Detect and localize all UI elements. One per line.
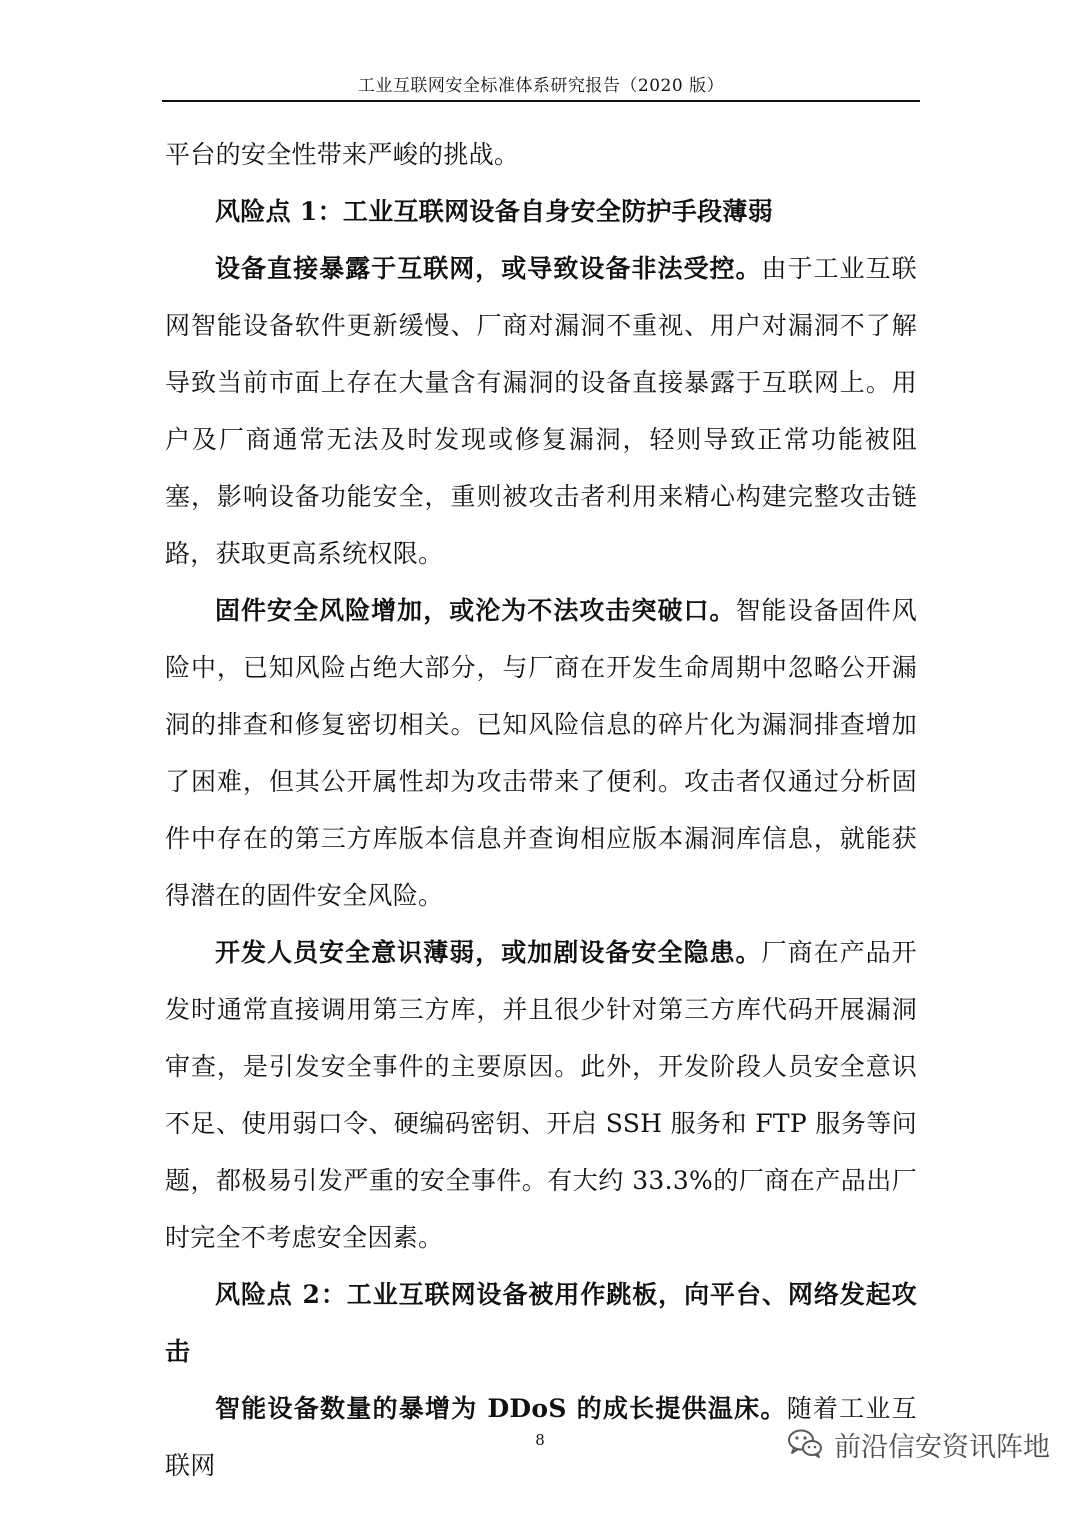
paragraph-lead: 智能设备数量的暴增为 DDoS 的成长提供温床。: [215, 1394, 787, 1423]
watermark: [788, 1424, 1050, 1464]
paragraph-lead: 设备直接暴露于互联网，或导致设备非法受控。: [215, 254, 762, 283]
paragraph-lead: 固件安全风险增加，或沦为不法攻击突破口。: [215, 596, 736, 625]
page-header: 工业互联网安全标准体系研究报告（2020 版）: [357, 76, 725, 96]
paragraph-text: 智能设备固件风险中，已知风险占绝大部分，与厂商在开发生命周期中忽略公开漏洞的排查和修复密切相关。已知风险信息的碎片化为漏洞排查增加了困难，但其公开属性却为攻击带来了便利。攻击者仅通过分析固件中存在的第三方库版本信息并查询相应版本漏洞库信息，就能获得潜在的固件安全风险。: [165, 596, 917, 910]
paragraph-developer-awareness: [165, 924, 917, 1266]
wechat-icon: [788, 1429, 822, 1459]
watermark-text: 前沿信安资讯阵地: [834, 1431, 1050, 1463]
paragraph-text: 由于工业互联网智能设备软件更新缓慢、厂商对漏洞不重视、用户对漏洞不了解导致当前市面上存在大量含有漏洞的设备直接暴露于互联网上。用户及厂商通常无法及时发现或修复漏洞，轻则导致正常功能被阻塞，影响设备功能安全，重则被攻击者利用来精心构建完整攻击链路，获取更高系统权限。: [165, 254, 917, 568]
paragraph-firmware-risk: [165, 582, 917, 924]
paragraph-lead: 开发人员安全意识薄弱，或加剧设备安全隐患。: [215, 938, 762, 967]
risk-point-1-heading: 风险点 1：工业互联网设备自身安全防护手段薄弱: [215, 197, 774, 226]
paragraph-device-exposure: [165, 240, 917, 582]
risk-point-2-heading: 风险点 2：工业互联网设备被用作跳板，向平台、网络发起攻击: [165, 1280, 917, 1366]
paragraph-text: 厂商在产品开发时通常直接调用第三方库，并且很少针对第三方库代码开展漏洞审查，是引发安全事件的主要原因。此外，开发阶段人员安全意识不足、使用弱口令、硬编码密钥、开启 SSH 服务和 FTP 服务等问题，都极易引发严重的安全事件。有大约 33.3%的厂商在产品出厂时完全不考虑安全因素。: [165, 938, 917, 1252]
paragraph-continuation: 平台的安全性带来严峻的挑战。: [165, 140, 520, 169]
page-number: 8: [535, 1431, 545, 1449]
document-body: [165, 126, 917, 1494]
header-divider: [162, 100, 920, 102]
paragraph-text: 随着工业互联网: [165, 1394, 917, 1480]
